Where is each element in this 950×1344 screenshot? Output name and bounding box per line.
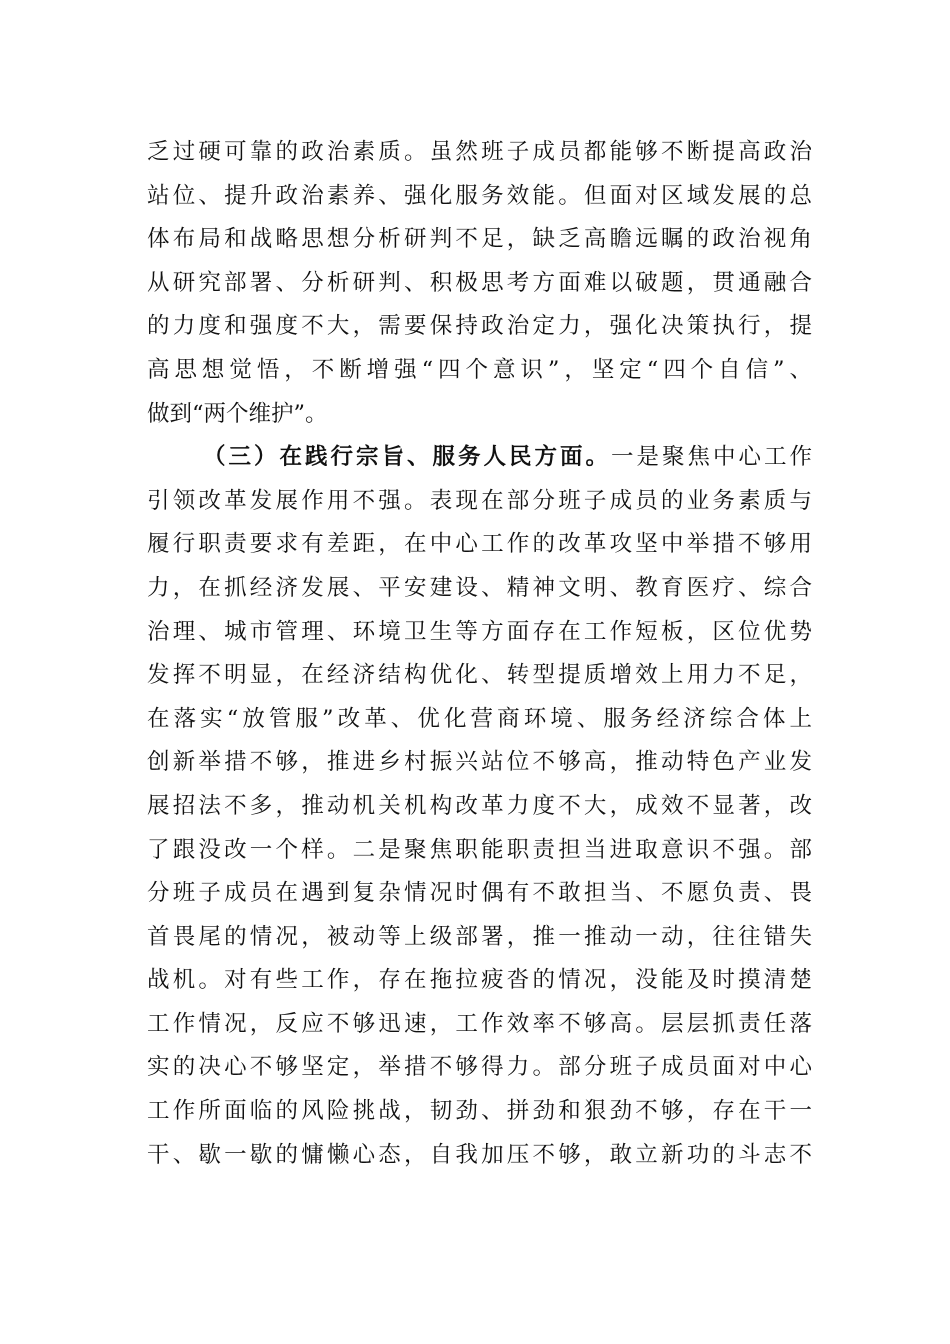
paragraph-line: 站位、提升政治素养、强化服务效能。但面对区域发展的总 <box>147 182 812 209</box>
paragraph-line: 力，在抓经济发展、平安建设、精神文明、教育医疗、综合 <box>147 574 812 601</box>
paragraph-line: 引领改革发展作用不强。表现在部分班子成员的业务素质与 <box>147 487 812 514</box>
document-body <box>147 131 812 1177</box>
paragraph-line: 从研究部署、分析研判、积极思考方面难以破题，贯通融合 <box>147 269 812 296</box>
paragraph-line: 做到“两个维护”。 <box>147 400 328 427</box>
paragraph-line: 发挥不明显，在经济结构优化、转型提质增效上用力不足， <box>147 662 812 689</box>
paragraph-line: 了跟没改一个样。二是聚焦职能职责担当进取意识不强。部 <box>147 836 812 863</box>
paragraph-line: 高思想觉悟，不断增强“四个意识”，坚定“四个自信”、 <box>147 356 812 383</box>
paragraph-line: 展招法不多，推动机关机构改革力度不大，成效不显著，改 <box>147 792 812 819</box>
paragraph-line: 首畏尾的情况，被动等上级部署，推一推动一动，往往错失 <box>147 923 812 950</box>
paragraph-line: 乏过硬可靠的政治素质。虽然班子成员都能够不断提高政治 <box>147 139 812 165</box>
paragraph-line: 创新举措不够，推进乡村振兴站位不够高，推动特色产业发 <box>147 749 812 776</box>
section-heading: （三）在践行宗旨、服务人民方面。 <box>203 444 611 471</box>
paragraph-line: 治理、城市管理、环境卫生等方面存在工作短板，区位优势 <box>147 618 812 645</box>
paragraph-line: 工作所面临的风险挑战，韧劲、拼劲和狠劲不够，存在干一 <box>147 1098 812 1125</box>
paragraph-line: 工作情况，反应不够迅速，工作效率不够高。层层抓责任落 <box>147 1010 812 1037</box>
section-heading-line <box>147 436 812 480</box>
paragraph-line: 履行职责要求有差距，在中心工作的改革攻坚中举措不够用 <box>147 531 812 558</box>
paragraph-line: 在落实“放管服”改革、优化营商环境、服务经济综合体上 <box>147 705 812 732</box>
paragraph-line: 战机。对有些工作，存在拖拉疲沓的情况，没能及时摸清楚 <box>147 967 812 994</box>
paragraph-line: 干、歇一歇的慵懒心态，自我加压不够，敢立新功的斗志不 <box>147 1141 812 1168</box>
paragraph-line: 分班子成员在遇到复杂情况时偶有不敢担当、不愿负责、畏 <box>147 880 812 907</box>
paragraph-line: 实的决心不够坚定，举措不够得力。部分班子成员面对中心 <box>147 1054 812 1081</box>
paragraph-line: 体布局和战略思想分析研判不足，缺乏高瞻远瞩的政治视角 <box>147 226 812 253</box>
section-heading-rest: 一是聚焦中心工作 <box>610 444 812 471</box>
paragraph-line: 的力度和强度不大，需要保持政治定力，强化决策执行，提 <box>147 313 812 340</box>
